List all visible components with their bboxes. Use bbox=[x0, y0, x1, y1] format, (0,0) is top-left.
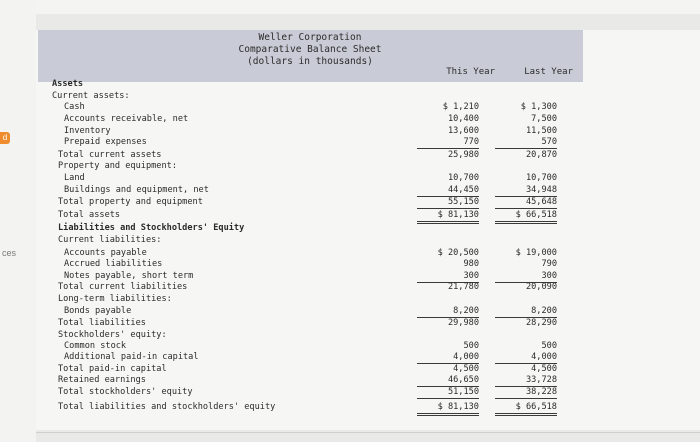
left-panel-text-fragment: ces bbox=[2, 248, 17, 258]
row-label: Buildings and equipment, net bbox=[64, 185, 209, 195]
row-label: Total current liabilities bbox=[58, 282, 188, 292]
top-bar bbox=[36, 0, 700, 14]
table-row bbox=[0, 258, 600, 270]
row-label: Current assets: bbox=[52, 91, 130, 101]
value-last-year: 11,500 bbox=[525, 126, 557, 136]
value-last-year: 4,000 bbox=[495, 351, 557, 364]
row-label: Land bbox=[64, 173, 85, 183]
row-label: Accrued liabilities bbox=[64, 259, 163, 269]
value-last-year: $ 19,000 bbox=[515, 248, 557, 258]
row-label: Bonds payable bbox=[64, 306, 132, 316]
value-this-year: $ 81,130 bbox=[417, 209, 479, 224]
row-label: Stockholders' equity: bbox=[58, 330, 167, 340]
table-row bbox=[0, 293, 600, 305]
row-label: Total paid-in capital bbox=[58, 364, 167, 374]
value-last-year: 570 bbox=[495, 136, 557, 149]
table-row bbox=[0, 317, 600, 329]
table-row bbox=[0, 401, 600, 413]
divider bbox=[36, 432, 700, 433]
table-row bbox=[0, 386, 600, 398]
table-row bbox=[0, 113, 600, 125]
row-label: Retained earnings bbox=[58, 375, 146, 385]
value-this-year: 44,450 bbox=[417, 184, 479, 197]
value-this-year: 13,600 bbox=[447, 126, 479, 136]
value-this-year: 4,000 bbox=[417, 351, 479, 364]
row-label: Inventory bbox=[64, 126, 111, 136]
value-this-year: 51,150 bbox=[417, 386, 479, 399]
row-label: Accounts payable bbox=[64, 248, 147, 258]
table-row bbox=[0, 222, 600, 234]
value-this-year: 8,200 bbox=[417, 305, 479, 318]
row-label: Total assets bbox=[58, 210, 121, 220]
value-last-year: 500 bbox=[541, 341, 557, 351]
value-this-year: 4,500 bbox=[453, 364, 479, 374]
table-row bbox=[0, 234, 600, 246]
value-last-year: $ 1,300 bbox=[520, 102, 557, 112]
value-last-year: 7,500 bbox=[531, 114, 557, 124]
value-last-year: 28,290 bbox=[525, 318, 557, 328]
value-this-year: 770 bbox=[417, 136, 479, 149]
value-this-year: 46,650 bbox=[417, 374, 479, 387]
row-label: Assets bbox=[52, 79, 84, 89]
column-header-last-year: Last Year bbox=[524, 67, 573, 77]
column-header-this-year: This Year bbox=[446, 67, 495, 77]
value-this-year: $ 1,210 bbox=[442, 102, 479, 112]
value-this-year: 55,150 bbox=[417, 196, 479, 209]
table-row bbox=[0, 172, 600, 184]
row-label: Current liabilities: bbox=[58, 235, 162, 245]
row-label: Common stock bbox=[64, 341, 127, 351]
value-this-year: 10,700 bbox=[447, 173, 479, 183]
table-row bbox=[0, 351, 600, 363]
table-row bbox=[0, 196, 600, 208]
table-row bbox=[0, 305, 600, 317]
row-label: Total liabilities bbox=[58, 318, 146, 328]
company-name: Weller Corporation bbox=[258, 32, 362, 43]
row-label: Accounts receivable, net bbox=[64, 114, 189, 124]
value-this-year: 300 bbox=[417, 270, 479, 283]
value-this-year: 29,980 bbox=[447, 318, 479, 328]
value-this-year: 25,980 bbox=[447, 150, 479, 160]
row-label: Total property and equipment bbox=[58, 197, 203, 207]
row-label: Liabilities and Stockholders' Equity bbox=[58, 223, 245, 233]
table-row bbox=[0, 374, 600, 386]
value-this-year: 10,400 bbox=[447, 114, 479, 124]
table-row bbox=[0, 184, 600, 196]
row-label: Total stockholders' equity bbox=[58, 387, 193, 397]
row-label: Total current assets bbox=[58, 150, 162, 160]
value-last-year: 790 bbox=[541, 259, 557, 269]
value-last-year: 10,700 bbox=[525, 173, 557, 183]
table-row bbox=[0, 136, 600, 148]
value-this-year: 500 bbox=[463, 341, 479, 351]
value-last-year: 38,228 bbox=[495, 386, 557, 399]
value-last-year: 8,200 bbox=[495, 305, 557, 318]
value-last-year: 4,500 bbox=[531, 364, 557, 374]
table-row bbox=[0, 160, 600, 172]
value-this-year: $ 81,130 bbox=[417, 401, 479, 416]
table-row bbox=[0, 101, 600, 113]
table-row bbox=[0, 78, 600, 90]
table-row bbox=[0, 281, 600, 293]
value-last-year: $ 66,518 bbox=[495, 209, 557, 224]
table-row bbox=[0, 209, 600, 221]
statement-name: Comparative Balance Sheet bbox=[238, 44, 382, 55]
value-last-year: 33,728 bbox=[495, 374, 557, 387]
value-last-year: 34,948 bbox=[495, 184, 557, 197]
value-this-year: $ 20,500 bbox=[437, 248, 479, 258]
row-label: Total liabilities and stockholders' equity bbox=[58, 402, 276, 412]
row-label: Long-term liabilities: bbox=[58, 294, 172, 304]
value-this-year: 980 bbox=[463, 259, 479, 269]
row-label: Prepaid expenses bbox=[64, 137, 147, 147]
value-last-year: 45,648 bbox=[495, 196, 557, 209]
value-this-year: 21,780 bbox=[447, 282, 479, 292]
report-title bbox=[140, 32, 480, 68]
row-label: Additional paid-in capital bbox=[64, 352, 199, 362]
row-label: Notes payable, short term bbox=[64, 271, 194, 281]
row-label: Cash bbox=[64, 102, 85, 112]
row-label: Property and equipment: bbox=[58, 161, 177, 171]
value-last-year: $ 66,518 bbox=[495, 401, 557, 416]
units-note: (dollars in thousands) bbox=[247, 56, 373, 67]
value-last-year: 300 bbox=[495, 270, 557, 283]
left-panel-marker[interactable]: d bbox=[0, 132, 10, 144]
value-last-year: 20,090 bbox=[525, 282, 557, 292]
value-last-year: 20,870 bbox=[525, 150, 557, 160]
